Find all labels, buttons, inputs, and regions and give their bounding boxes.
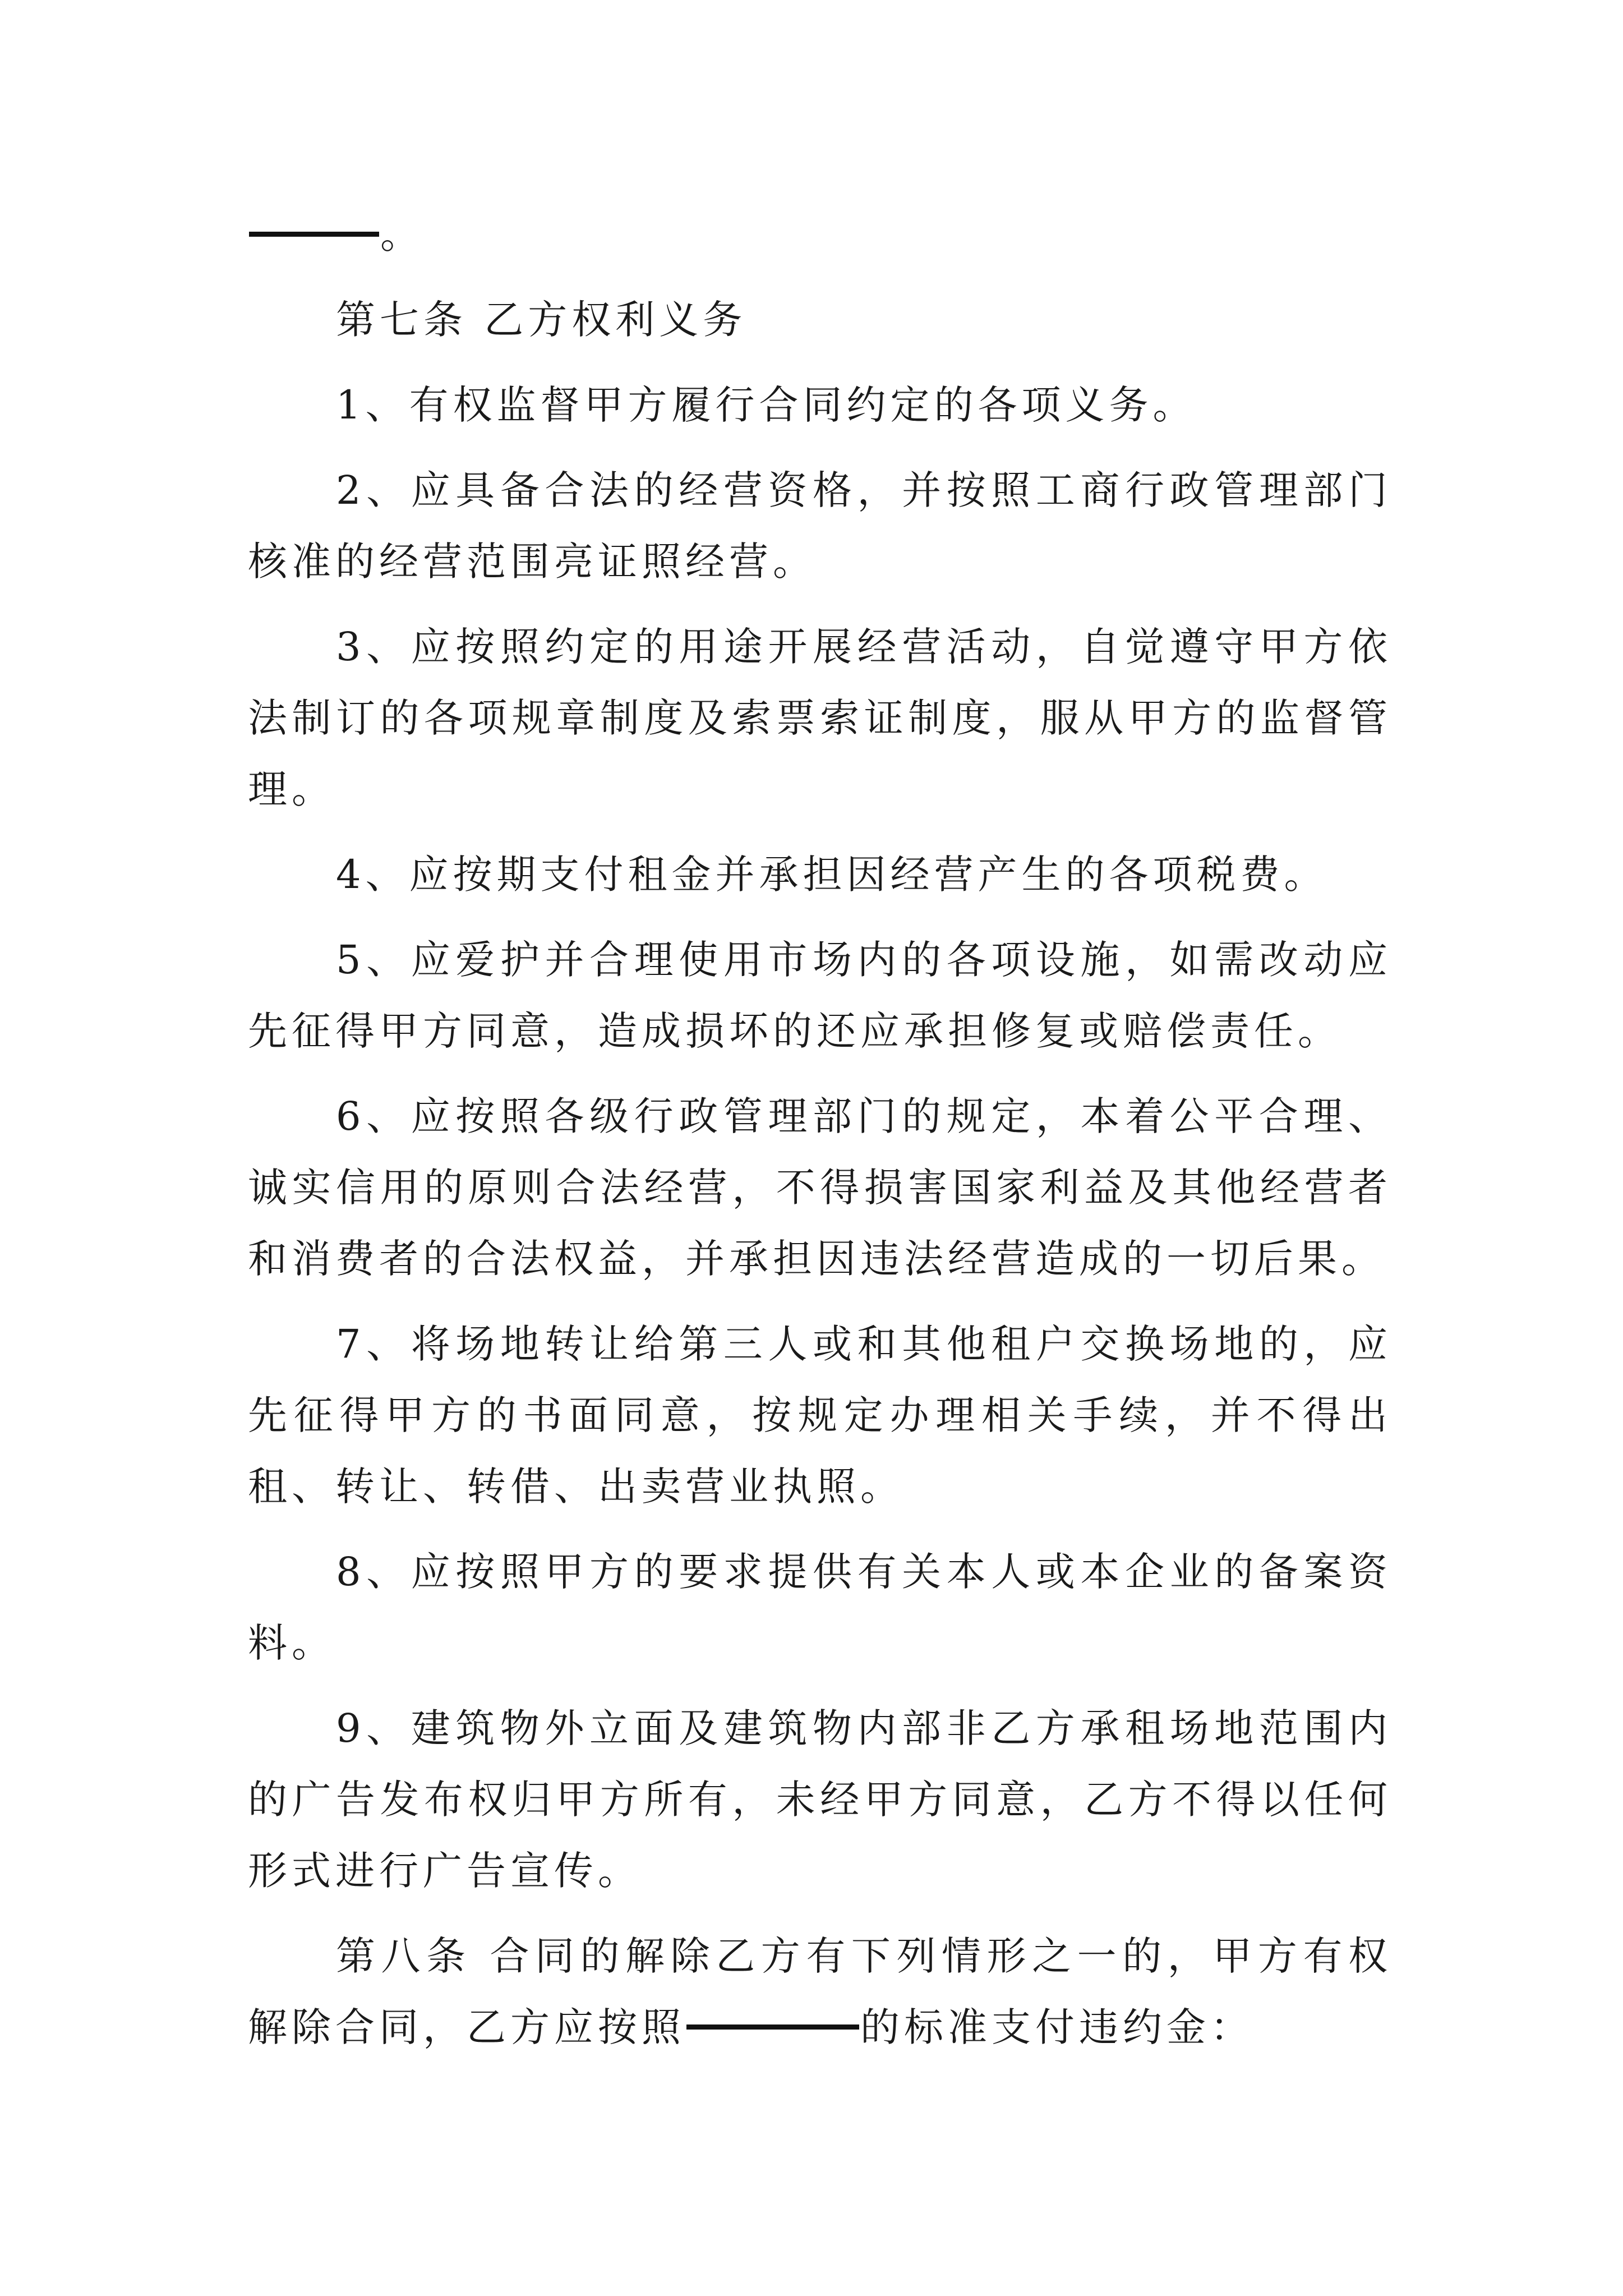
continuation-punct: 。	[380, 211, 419, 257]
article7-item-4: 4、应按期支付租金并承担因经营产生的各项税费。	[336, 852, 1328, 898]
continuation-line	[248, 199, 1392, 270]
article7-item-5: 5、应爱护并合理使用市场内的各项设施，如需改动应先征得甲方同意，造成损坏的还应承担修复或赔偿责任。	[248, 937, 1392, 1054]
article7-item-8: 8、应按照甲方的要求提供有关本人或本企业的备案资料。	[248, 1549, 1392, 1666]
article7-item-2: 2、应具备合法的经营资格，并按照工商行政管理部门核准的经营范围亮证照经营。	[248, 467, 1392, 585]
fill-in-blank	[686, 2024, 859, 2030]
article8-text-before: 第八条 合同的解除乙方有下列情形之一的，甲方有权解除合同，乙方应按照	[248, 1933, 1392, 2050]
article7-item-9: 9、建筑物外立面及建筑物内部非乙方承租场地范围内的广告发布权归甲方所有，未经甲方同意，乙方不得以任何形式进行广告宣传。	[248, 1705, 1392, 1894]
article7-item-7: 7、将场地转让给第三人或和其他租户交换场地的，应先征得甲方的书面同意，按规定办理相关手续，并不得出租、转让、转借、出卖营业执照。	[248, 1321, 1392, 1510]
article7-item-1: 1、有权监督甲方履行合同约定的各项义务。	[336, 382, 1197, 428]
article7-heading: 第七条 乙方权利义务	[336, 297, 747, 343]
fill-in-blank	[249, 232, 379, 237]
article8-paragraph	[248, 1921, 1392, 2063]
article7-item-3: 3、应按照约定的用途开展经营活动，自觉遵守甲方依法制订的各项规章制度及索票索证制度，服从甲方的监督管理。	[248, 624, 1392, 812]
article7-item-6: 6、应按照各级行政管理部门的规定，本着公平合理、诚实信用的原则合法经营，不得损害国家利益及其他经营者和消费者的合法权益，并承担因违法经营造成的一切后果。	[248, 1093, 1392, 1282]
article8-text-after: 的标准支付违约金：	[860, 2004, 1254, 2050]
document-body	[248, 199, 1392, 2077]
